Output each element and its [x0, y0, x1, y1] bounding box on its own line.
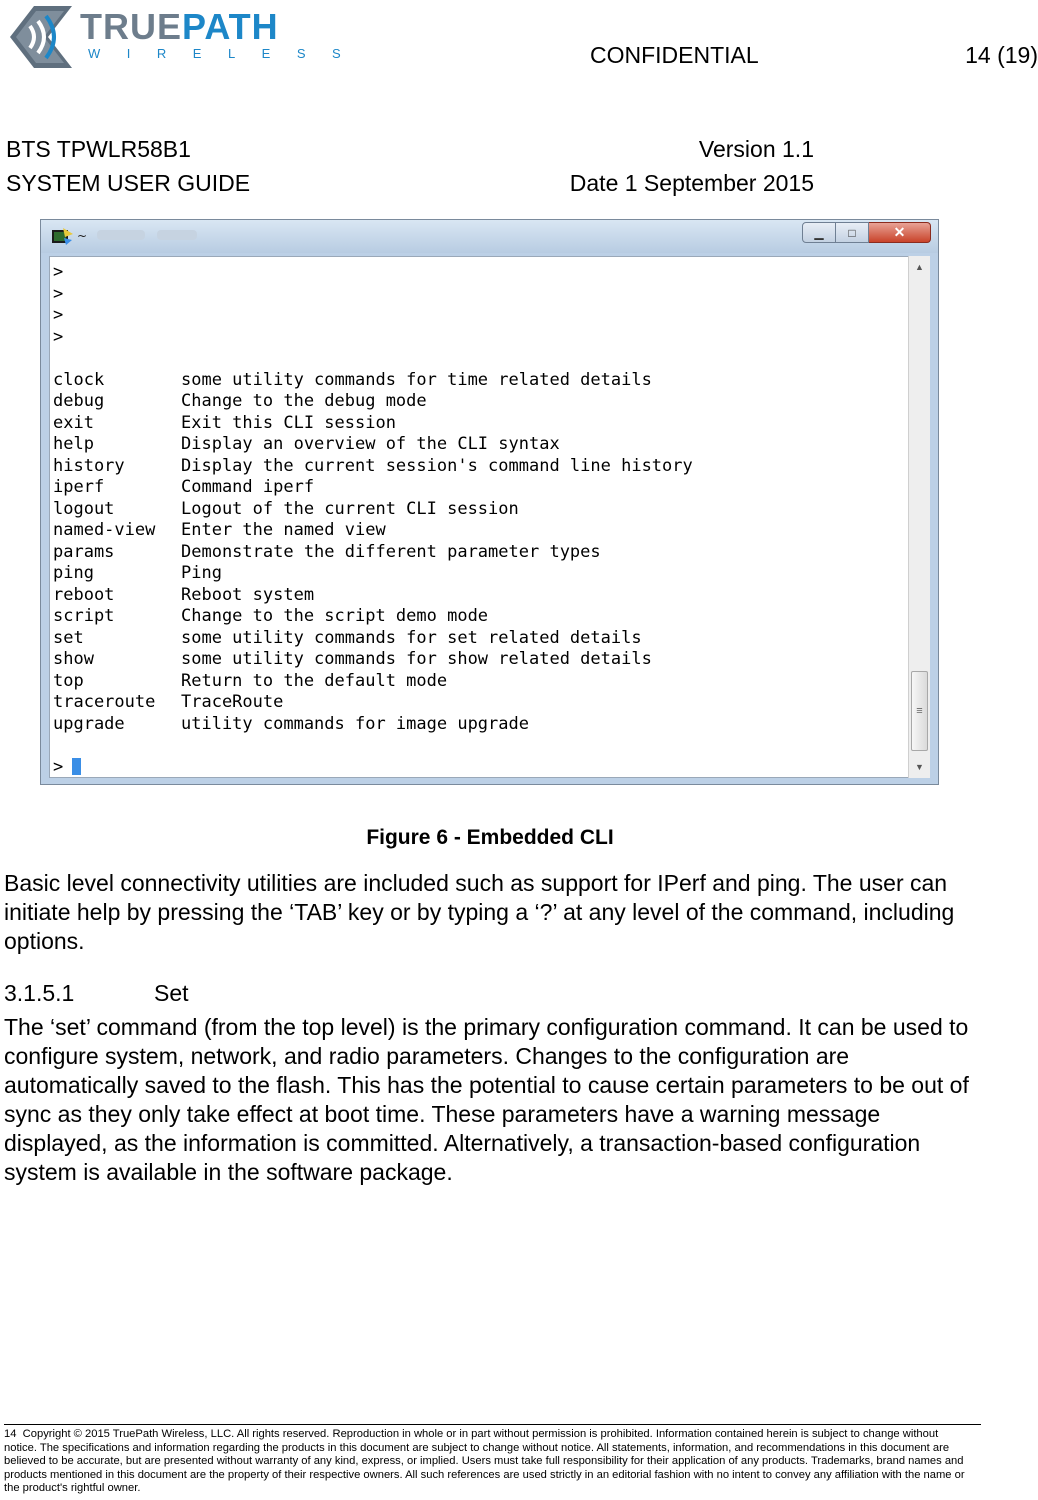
command-description: TraceRoute [181, 692, 284, 712]
command-description: utility commands for image upgrade [181, 713, 529, 734]
prompt-line: > [53, 283, 64, 304]
command-row [53, 628, 693, 650]
terminal-app-icon [51, 228, 73, 246]
command-description: Change to the script demo mode [181, 606, 489, 626]
section-number: 3.1.5.1 [4, 980, 75, 1006]
window-titlebar [41, 220, 938, 253]
window-title-redacted [157, 230, 197, 240]
page-number: 14 (19) [965, 42, 1038, 68]
command-name: exit [53, 412, 94, 433]
body-paragraph-1: Basic level connectivity utilities are included such as support for IPerf and ping. The user can initiate help by pressing the ‘TAB’ key or by typing a ‘?’ at any level of the command, including options. [4, 870, 955, 954]
command-row [53, 714, 693, 736]
text-cursor [72, 758, 81, 775]
command-name: iperf [53, 477, 105, 497]
command-name: traceroute [53, 692, 156, 712]
doc-info-left [6, 132, 250, 200]
command-name: named-view [53, 520, 156, 540]
minimize-icon: ▁ [814, 225, 824, 240]
scrollbar-thumb[interactable] [911, 671, 928, 751]
command-description: Return to the default mode [181, 670, 448, 691]
command-name: script [53, 606, 115, 626]
prompt-line: > [53, 326, 64, 347]
command-row [53, 520, 693, 542]
command-description: Exit this CLI session [181, 412, 396, 433]
command-row [53, 413, 693, 435]
blank-line [53, 735, 693, 757]
close-icon: ✕ [893, 224, 906, 240]
command-description: Display the current session's command line history [181, 455, 693, 476]
vertical-scrollbar[interactable] [908, 256, 930, 778]
command-name: reboot [53, 584, 115, 605]
doc-id: BTS TPWLR58B1 [6, 136, 191, 162]
command-row [53, 391, 693, 413]
doc-date: Date 1 September 2015 [569, 170, 814, 196]
wireless-signal-icon [4, 2, 78, 72]
footer-page-number: 14 [4, 1428, 17, 1440]
command-name: show [53, 649, 94, 669]
prompt-line: > [53, 262, 64, 282]
terminal-lines [53, 262, 693, 778]
command-description: some utility commands for set related details [181, 627, 642, 648]
command-row [53, 563, 693, 585]
body-paragraph-2: The ‘set’ command (from the top level) is the primary configuration command. It can be used to configure system, network, and radio parameters. Changes to the configuration are automatically saved to the flash. This has the potential to cause certain parameters to be out of sync as they only take effect at boot time. These parameters have a warning message displayed, as the information is committed. Alternatively, a transaction-based configuration system is available in the software package. [4, 1014, 969, 1185]
command-name: set [53, 627, 84, 648]
prompt-symbol: > [53, 756, 64, 777]
maximize-icon: □ [848, 225, 856, 240]
command-row [53, 456, 693, 478]
doc-info-right [570, 132, 814, 200]
footer-copyright [4, 1428, 974, 1496]
window-title: ~ [77, 229, 88, 243]
window-controls [802, 222, 931, 244]
command-description: Ping [181, 563, 222, 583]
maximize-button[interactable] [836, 222, 869, 243]
command-row [53, 585, 693, 607]
command-description: some utility commands for time related details [181, 369, 652, 390]
logo-tagline: WIRELESS [88, 46, 368, 61]
command-name: ping [53, 563, 94, 583]
command-name: clock [53, 369, 105, 390]
command-description: Reboot system [181, 584, 315, 605]
command-name: help [53, 434, 94, 454]
prompt-line: > [53, 305, 64, 325]
scroll-down-icon[interactable]: ▼ [915, 762, 924, 772]
footer-divider [4, 1424, 981, 1425]
command-row [53, 671, 693, 693]
command-description: Demonstrate the different parameter types [181, 541, 601, 562]
command-name: history [53, 455, 125, 476]
command-description: Change to the debug mode [181, 391, 427, 411]
figure-caption: Figure 6 - Embedded CLI [366, 826, 614, 849]
doc-version: Version 1.1 [698, 136, 814, 162]
scroll-up-icon[interactable]: ▲ [915, 262, 924, 272]
command-description: some utility commands for show related details [181, 649, 652, 669]
section-title: Set [154, 980, 189, 1006]
minimize-button[interactable] [802, 222, 836, 243]
confidential-label: CONFIDENTIAL [590, 42, 759, 68]
command-row [53, 370, 693, 392]
command-description: Command iperf [181, 477, 315, 497]
command-description: Logout of the current CLI session [181, 498, 519, 519]
cli-window-screenshot [40, 219, 939, 785]
command-name: debug [53, 391, 105, 411]
command-name: logout [53, 498, 115, 519]
terminal-output[interactable] [49, 256, 911, 778]
window-title-redacted [97, 230, 145, 240]
command-row [53, 542, 693, 564]
command-row [53, 649, 693, 671]
command-row [53, 692, 693, 714]
grip-icon: ≡ [916, 705, 923, 717]
command-name: top [53, 670, 84, 691]
company-logo [4, 2, 368, 72]
active-prompt-line[interactable] [53, 757, 693, 779]
command-description: Enter the named view [181, 520, 386, 540]
command-row [53, 477, 693, 499]
command-name: upgrade [53, 713, 125, 734]
doc-type: SYSTEM USER GUIDE [6, 170, 251, 196]
footer-text: Copyright © 2015 TruePath Wireless, LLC. All rights reserved. Reproduction in whole or in part without permission is prohibited. Information contained herein is subject to change without notice. The specifications and information regarding the products in this document are subject to change without notice. All statements, information, and recommendations in this document are believed to be accurate, but are presented without warranty of any kind, express, or implied. Users must take full responsibility for their application of any products. Trademarks, brand names and products mentioned in this document are the property of their respective owners. All such references are used strictly in an editorial fashion with no intent to convey any affiliation with the name or the product's rightful owner. [4, 1428, 965, 1495]
blank-line [53, 348, 693, 370]
command-description: Display an overview of the CLI syntax [181, 434, 560, 454]
command-row [53, 499, 693, 521]
logo-word-path: PATH [182, 6, 279, 47]
command-name: params [53, 541, 115, 562]
command-row [53, 434, 693, 456]
command-row [53, 606, 693, 628]
logo-word-true: TRUE [80, 6, 182, 47]
close-button[interactable] [869, 222, 931, 243]
section-heading [4, 980, 189, 1007]
